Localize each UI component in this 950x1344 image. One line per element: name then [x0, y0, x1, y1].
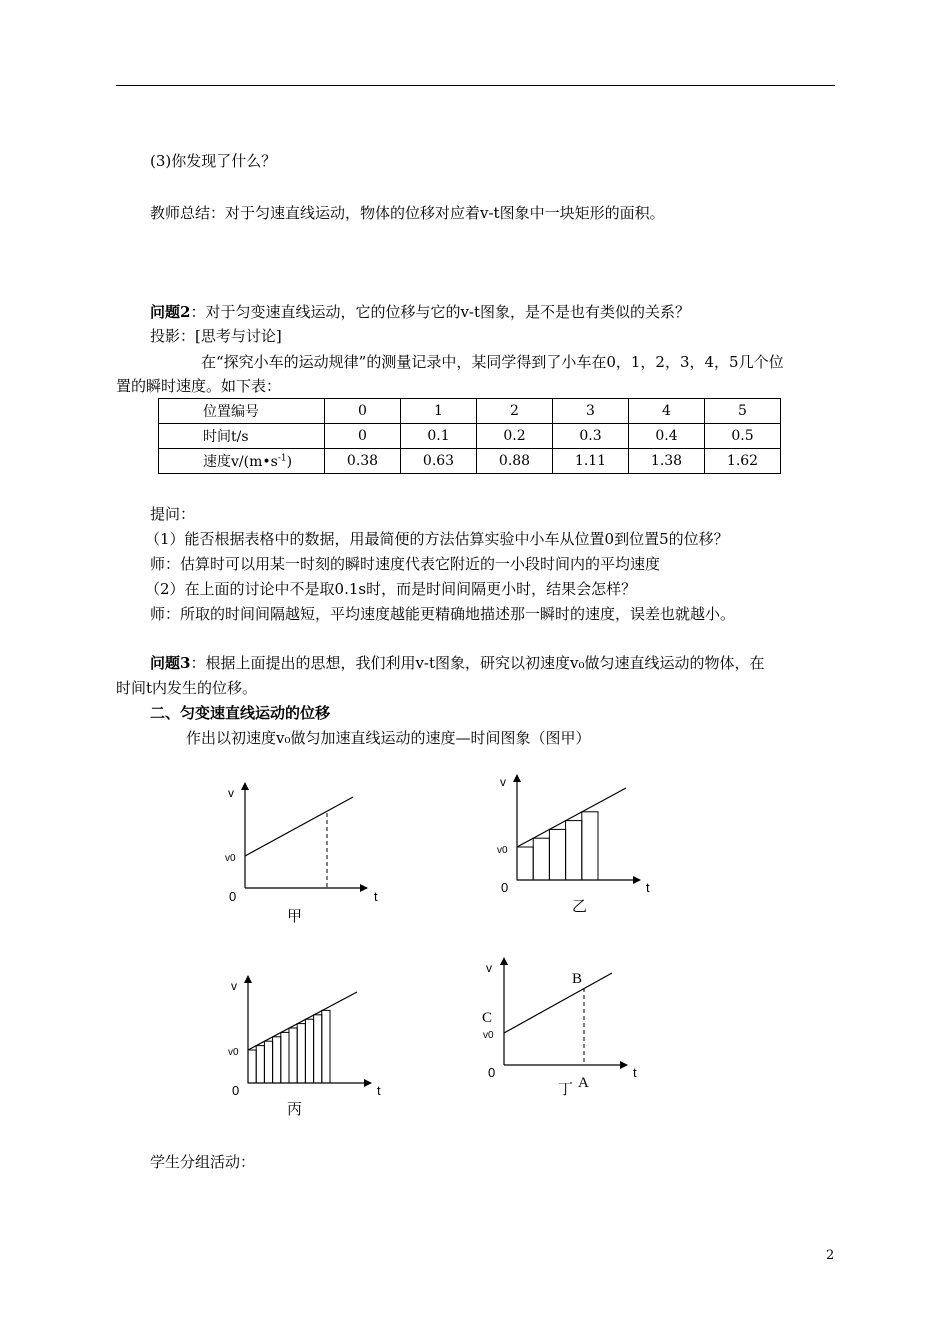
bing-step-rect	[314, 1015, 322, 1083]
bing-v0-label: v0	[228, 1047, 239, 1058]
ding-t-label: t	[633, 1065, 637, 1080]
intro-line-2: 置的瞬时速度。如下表：	[116, 377, 282, 395]
ding-title: 丁	[558, 1081, 574, 1098]
projection-line: 投影：[思考与讨论]	[150, 327, 282, 345]
question-2-label: 问题2	[150, 303, 191, 321]
group-activity: 学生分组活动：	[150, 1153, 256, 1171]
answer-2: 师：所取的时间间隔越短，平均速度越能更精确地描述那一瞬时的速度，误差也就越小。	[150, 605, 736, 623]
chart-ding	[482, 958, 637, 1098]
teacher-summary: 教师总结：对于匀速直线运动，物体的位移对应着v-t图象中一块矩形的面积。	[150, 204, 665, 222]
yi-title: 乙	[572, 898, 588, 915]
bing-bars	[248, 1010, 330, 1083]
ding-v-label: v	[486, 961, 492, 975]
question-3-text: ：根据上面提出的思想，我们利用v-t图象，研究以初速度v₀做匀速直线运动的物体，在	[190, 654, 765, 672]
question-2-text: ：对于匀变速直线运动，它的位移与它的v-t图象，是不是也有类似的关系？	[190, 303, 691, 321]
yi-origin-label: 0	[501, 880, 509, 895]
bing-step-rect	[305, 1019, 313, 1083]
jia-title: 甲	[287, 908, 303, 925]
section-heading: 二、匀变速直线运动的位移	[150, 704, 331, 722]
ask-1: （1）能否根据表格中的数据，用最简便的方法估算实验中小车从位置0到位置5的位移？	[145, 530, 729, 548]
ding-point-c: C	[482, 1010, 493, 1026]
bing-step-rect	[248, 1050, 256, 1083]
table-row: 速度$v/(m•s^{-1})$ 0.38 0.63 0.88 1.11 1.38 1.62	[159, 449, 781, 474]
yi-step-rect	[582, 812, 598, 880]
table-row: 时间t/s 0 0.1 0.2 0.3 0.4 0.5	[159, 424, 781, 449]
answer-1: 师：估算时可以用某一时刻的瞬时速度代表它附近的一小段时间内的平均速度	[150, 555, 661, 573]
bing-t-label: t	[377, 1083, 381, 1098]
jia-v0-label: v0	[225, 853, 236, 864]
bing-step-rect	[289, 1028, 297, 1083]
bing-step-rect	[297, 1024, 305, 1083]
chart-jia	[225, 783, 378, 925]
bing-step-rect	[273, 1037, 281, 1083]
page-number: 2	[826, 1248, 835, 1263]
section-intro: 作出以初速度v₀做匀加速直线运动的速度—时间图象（图甲）	[186, 729, 591, 747]
ding-point-b: B	[572, 971, 583, 987]
yi-step-rect	[566, 821, 582, 880]
yi-bars	[517, 812, 598, 880]
intro-line-1: 在“探究小车的运动规律”的测量记录中，某同学得到了小车在0，1，2，3，4，5几个位	[201, 353, 784, 371]
bing-v-label: v	[231, 979, 237, 993]
bing-step-rect	[256, 1046, 264, 1083]
chart-bing	[228, 976, 381, 1118]
jia-v-label: v	[228, 786, 234, 800]
table-row: 位置编号 0 1 2 3 4 5	[159, 399, 781, 424]
question-3-label: 问题3	[150, 654, 191, 672]
yi-step-rect	[549, 829, 565, 880]
yi-step-rect	[517, 847, 533, 880]
ding-v0-label: v0	[483, 1030, 494, 1041]
jia-velocity-line	[245, 797, 353, 856]
yi-v0-label: v0	[497, 845, 508, 856]
bing-step-rect	[281, 1032, 289, 1083]
yi-t-label: t	[646, 880, 650, 895]
jia-origin-label: 0	[229, 889, 237, 904]
ding-origin-label: 0	[488, 1065, 496, 1080]
bing-title: 丙	[287, 1101, 303, 1118]
yi-step-rect	[533, 838, 549, 880]
bing-step-rect	[264, 1041, 272, 1083]
question-3-line-2: 时间t内发生的位移。	[116, 679, 258, 697]
ding-point-a: A	[578, 1075, 589, 1091]
ask-heading: 提问：	[150, 505, 196, 523]
bing-origin-label: 0	[232, 1083, 240, 1098]
bing-step-rect	[322, 1010, 330, 1083]
question-3-text: (3)你发现了什么？	[150, 152, 277, 170]
ask-2: （2）在上面的讨论中不是取0.1s时，而是时间间隔更小时，结果会怎样？	[145, 580, 637, 598]
yi-v-label: v	[500, 775, 506, 789]
jia-t-label: t	[374, 889, 378, 904]
chart-yi	[497, 775, 650, 915]
